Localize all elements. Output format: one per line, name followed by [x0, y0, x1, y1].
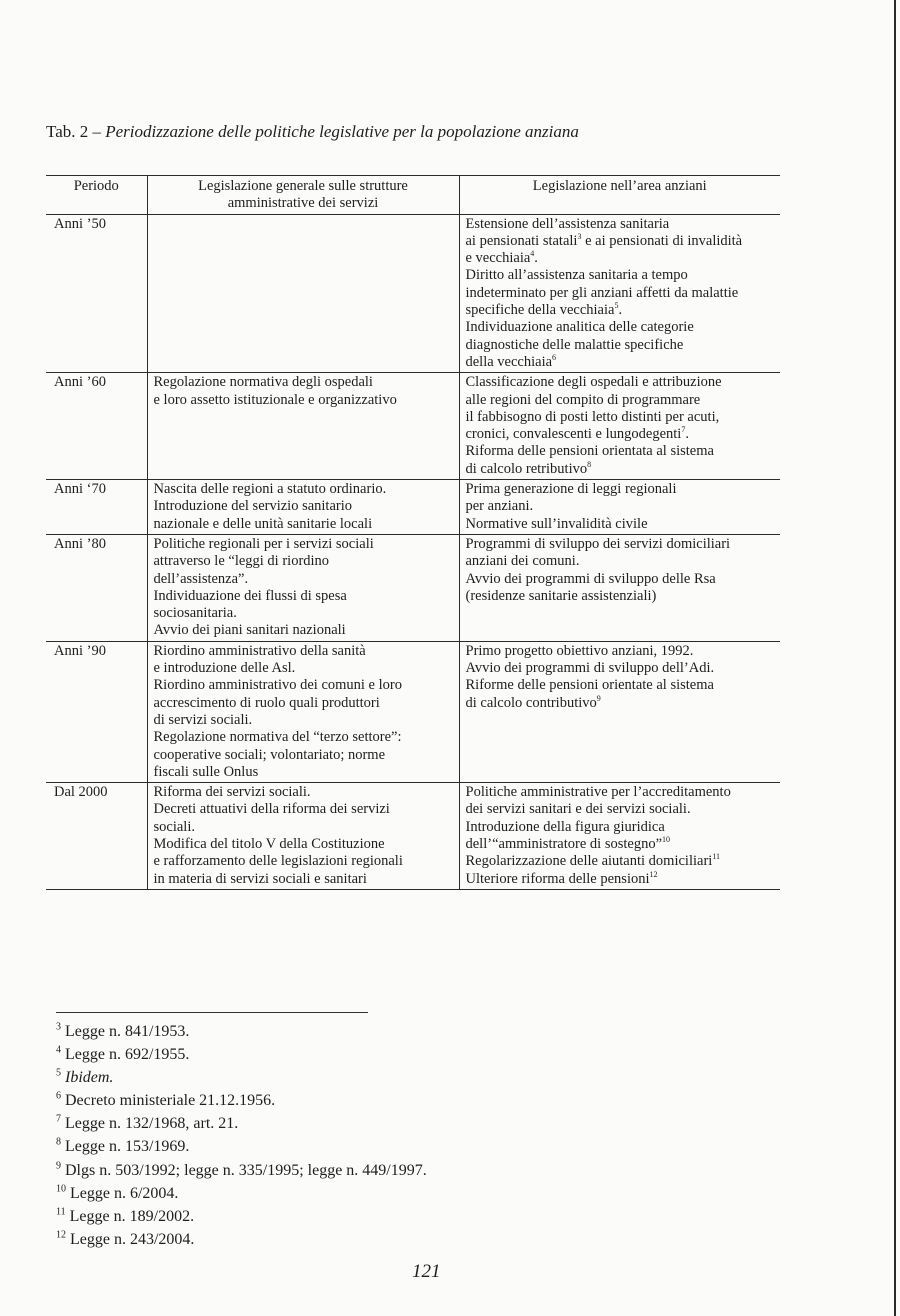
elderly-legislation-cell: [459, 373, 780, 480]
cell-line: [466, 784, 775, 801]
cell-line: [154, 516, 453, 533]
legislation-table: [46, 175, 780, 890]
header-line: Periodo: [73, 178, 119, 194]
line-text: Introduzione della figura giuridica: [465, 818, 665, 835]
cell-line: [466, 819, 775, 836]
general-legislation-cell: [147, 783, 459, 890]
cell-line: [466, 302, 775, 319]
footnote-ref: 3: [577, 232, 582, 242]
footnote-ref: 4: [530, 249, 535, 259]
footnote-number: 7: [56, 1114, 61, 1126]
footnote: [56, 1112, 427, 1135]
cell-line: [466, 643, 775, 660]
footnote: [56, 1135, 427, 1158]
elderly-legislation-cell: [459, 480, 780, 535]
cell-line: [466, 461, 775, 478]
cell-line: [154, 871, 453, 888]
footnote-number: 4: [56, 1044, 61, 1056]
period-cell: Anni ’60: [54, 374, 106, 391]
cell-line: [466, 588, 775, 605]
cell-line: [466, 481, 775, 498]
footnotes: [56, 1020, 427, 1251]
footnote: [56, 1182, 427, 1205]
table-row: [46, 641, 780, 782]
cell-line: [466, 677, 775, 694]
footnote-number: 10: [56, 1183, 66, 1195]
cell-line: [154, 853, 453, 870]
footnote: [56, 1089, 427, 1112]
line-text: Individuazione dei flussi di spesa: [153, 587, 347, 604]
line-text: della vecchiaia: [465, 353, 553, 370]
cell-line: [466, 536, 775, 553]
footnote-ref: 7: [681, 425, 686, 435]
footnote-ref: 10: [662, 835, 671, 845]
line-text: Primo progetto obiettivo anziani, 1992.: [465, 642, 694, 659]
line-text: specifiche della vecchiaia: [465, 302, 615, 319]
cell-line: [154, 605, 453, 622]
footnote-text: Legge n. 153/1969.: [65, 1138, 190, 1156]
cell-line: [466, 319, 775, 336]
footnote-text: Legge n. 132/1968, art. 21.: [65, 1115, 239, 1133]
line-text: indeterminato per gli anziani affetti da malattie: [465, 284, 739, 301]
header-elderly: [459, 176, 780, 215]
cell-line: [466, 498, 775, 515]
cell-line: [154, 712, 453, 729]
footnote-number: 12: [56, 1229, 66, 1241]
footnote-ref: 12: [649, 869, 658, 879]
line-text: fiscali sulle Onlus: [153, 763, 259, 780]
cell-line: [154, 764, 453, 781]
general-legislation-cell: [147, 373, 459, 480]
general-legislation-cell: [147, 534, 459, 641]
cell-line: [466, 801, 775, 818]
line-text: per anziani.: [465, 498, 534, 515]
footnote: [56, 1205, 427, 1228]
footnote-number: 9: [56, 1160, 61, 1172]
header-general: [147, 176, 459, 215]
period-cell: Anni ‘70: [54, 481, 106, 498]
cell-line: [466, 285, 775, 302]
cell-line: [154, 660, 453, 677]
cell-line: [154, 481, 453, 498]
cell-line: [154, 747, 453, 764]
header-line: Legislazione generale sulle strutture: [198, 178, 408, 194]
cell-line: [154, 729, 453, 746]
line-text: Nascita delle regioni a statuto ordinario.: [153, 481, 387, 498]
table-row: [46, 783, 780, 890]
footnote-ref: 8: [587, 459, 592, 469]
line-text: dei servizi sanitari e dei servizi sociali.: [465, 801, 691, 818]
line-text: cooperative sociali; volontariato; norme: [153, 746, 386, 763]
period-cell: Dal 2000: [54, 784, 108, 801]
table-body: [46, 214, 780, 889]
line-text: sociali.: [153, 818, 195, 835]
header-period: [46, 176, 147, 215]
footnote: [56, 1066, 427, 1089]
cell-line: [154, 695, 453, 712]
elderly-legislation-cell: [459, 534, 780, 641]
cell-line: [466, 695, 775, 712]
line-text: Estensione dell’assistenza sanitaria: [465, 215, 670, 232]
period-cell: Anni ’50: [54, 215, 106, 232]
line-text: Regolarizzazione delle aiutanti domiciliari: [465, 853, 713, 870]
caption-lead: Tab. 2 –: [46, 122, 106, 141]
cell-line: [154, 588, 453, 605]
line-text-after: .: [534, 250, 538, 267]
cell-line: [466, 516, 775, 533]
line-text: e vecchiaia: [465, 250, 531, 267]
line-text: ai pensionati statali: [465, 232, 578, 249]
line-text: attraverso le “leggi di riordino: [153, 553, 330, 570]
cell-line: [466, 871, 775, 888]
cell-line: [154, 784, 453, 801]
table-row: [46, 480, 780, 535]
cell-line: [466, 374, 775, 391]
cell-line: [466, 553, 775, 570]
cell-line: [154, 801, 453, 818]
footnote-ref: 9: [596, 693, 601, 703]
header-line: amministrative dei servizi: [227, 195, 379, 212]
cell-line: [154, 622, 453, 639]
table-header-row: [46, 176, 780, 215]
footnote-number: 3: [56, 1021, 61, 1033]
header-line: Legislazione nell’area anziani: [532, 178, 707, 194]
cell-line: [466, 392, 775, 409]
line-text: Classificazione degli ospedali e attribuzione: [465, 374, 722, 391]
cell-line: [466, 660, 775, 677]
line-text: il fabbisogno di posti letto distinti per acuti,: [465, 408, 720, 425]
line-text: Riordino amministrativo della sanità: [153, 642, 366, 659]
cell-line: [466, 250, 775, 267]
cell-line: [154, 836, 453, 853]
line-text-after: .: [685, 426, 689, 443]
line-text: Riforme delle pensioni orientate al sistema: [465, 677, 714, 694]
line-text: dell’assistenza”.: [153, 570, 249, 587]
cell-line: [154, 392, 453, 409]
line-text: e introduzione delle Asl.: [153, 660, 296, 677]
line-text: Modifica del titolo V della Costituzione: [153, 835, 385, 852]
line-text: Avvio dei programmi di sviluppo delle Rsa: [465, 570, 716, 587]
cell-line: [466, 267, 775, 284]
line-text: Individuazione analitica delle categorie: [465, 319, 694, 336]
footnote: [56, 1020, 427, 1043]
footnote-text: Ibidem.: [65, 1069, 114, 1087]
line-text: accrescimento di ruolo quali produttori: [153, 694, 380, 711]
table-row: [46, 373, 780, 480]
line-text: Programmi di sviluppo dei servizi domiciliari: [465, 535, 731, 552]
footnote-ref: 11: [712, 852, 721, 862]
footnote-number: 11: [56, 1206, 66, 1218]
line-text: Avvio dei piani sanitari nazionali: [153, 622, 346, 639]
elderly-legislation-cell: [459, 783, 780, 890]
line-text: (residenze sanitarie assistenziali): [465, 587, 657, 604]
line-text: e rafforzamento delle legislazioni regionali: [153, 853, 403, 870]
line-text: Riforma dei servizi sociali.: [153, 784, 311, 801]
general-legislation-cell: [147, 214, 459, 373]
footnote-text: Legge n. 6/2004.: [70, 1184, 179, 1202]
cell-line: [466, 836, 775, 853]
line-text: sociosanitaria.: [153, 605, 237, 622]
footnote-text: Legge n. 692/1955.: [65, 1046, 190, 1064]
footnote-text: Decreto ministeriale 21.12.1956.: [65, 1092, 276, 1110]
footnote: [56, 1043, 427, 1066]
footnote-ref: 5: [614, 301, 619, 311]
line-text: Ulteriore riforma delle pensioni: [465, 870, 650, 887]
table-row: [46, 214, 780, 373]
line-text-after: .: [618, 302, 623, 319]
scan-edge-line: [894, 0, 896, 1316]
footnote-text: Legge n. 243/2004.: [70, 1230, 195, 1248]
line-text: Politiche regionali per i servizi sociali: [153, 535, 374, 552]
cell-line: [466, 216, 775, 233]
footnote-number: 8: [56, 1137, 61, 1149]
page-number: 121: [412, 1261, 441, 1282]
line-text: Riordino amministrativo dei comuni e loro: [153, 677, 402, 694]
line-text: di calcolo retributivo: [465, 460, 588, 477]
elderly-legislation-cell: [459, 214, 780, 373]
cell-line: [154, 819, 453, 836]
cell-line: [154, 571, 453, 588]
cell-line: [154, 536, 453, 553]
cell-line: [154, 553, 453, 570]
line-text: Normative sull’invalidità civile: [465, 515, 648, 532]
cell-line: [154, 374, 453, 391]
footnote-text: Legge n. 189/2002.: [69, 1207, 195, 1225]
period-cell: Anni ’80: [54, 535, 106, 552]
line-text: in materia di servizi sociali e sanitari: [153, 870, 367, 887]
footnote: [56, 1228, 427, 1251]
footnote-number: 6: [56, 1090, 61, 1102]
line-text: anziani dei comuni.: [465, 553, 580, 570]
period-cell: Anni ’90: [54, 642, 106, 659]
line-text-after: e ai pensionati di invalidità: [581, 232, 743, 249]
cell-line: [154, 643, 453, 660]
line-text: cronici, convalescenti e lungodegenti: [465, 426, 682, 443]
footnote-separator: [56, 1012, 368, 1013]
line-text: diagnostiche delle malattie specifiche: [465, 336, 684, 353]
footnote-ref: 6: [552, 353, 557, 363]
cell-line: [466, 354, 775, 371]
cell-line: [466, 426, 775, 443]
cell-line: [466, 853, 775, 870]
line-text: Politiche amministrative per l’accreditamento: [465, 784, 731, 801]
caption-title: Periodizzazione delle politiche legislative per la popolazione anziana: [105, 122, 579, 141]
cell-line: [466, 443, 775, 460]
cell-line: [154, 498, 453, 515]
line-text: Decreti attuativi della riforma dei servizi: [153, 801, 390, 818]
footnote: [56, 1159, 427, 1182]
line-text: Introduzione del servizio sanitario: [153, 498, 353, 515]
table-head: [46, 176, 780, 215]
cell-line: [466, 337, 775, 354]
line-text: alle regioni del compito di programmare: [465, 391, 701, 408]
general-legislation-cell: [147, 480, 459, 535]
line-text: Prima generazione di leggi regionali: [465, 481, 677, 498]
line-text: Diritto all’assistenza sanitaria a tempo: [465, 267, 688, 284]
general-legislation-cell: [147, 641, 459, 782]
footnote-number: 5: [56, 1067, 61, 1079]
footnote-text: Legge n. 841/1953.: [65, 1023, 190, 1040]
line-text: Avvio dei programmi di sviluppo dell’Adi.: [465, 660, 715, 677]
cell-line: [154, 677, 453, 694]
line-text: e loro assetto istituzionale e organizzativo: [153, 391, 397, 408]
table-caption: [46, 122, 579, 142]
line-text: di calcolo contributivo: [465, 694, 597, 711]
cell-line: [466, 409, 775, 426]
elderly-legislation-cell: [459, 641, 780, 782]
line-text: di servizi sociali.: [153, 711, 253, 728]
cell-line: [466, 571, 775, 588]
line-text: Riforma delle pensioni orientata al sistema: [465, 443, 714, 460]
cell-line: [466, 233, 775, 250]
table-row: [46, 534, 780, 641]
line-text: Regolazione normativa degli ospedali: [153, 374, 373, 391]
line-text: Regolazione normativa del “terzo settore”:: [153, 729, 402, 746]
footnote-text: Dlgs n. 503/1992; legge n. 335/1995; legge n. 449/1997.: [65, 1161, 427, 1179]
line-text: nazionale e delle unità sanitarie locali: [153, 515, 373, 532]
line-text: dell’“amministratore di sostegno”: [465, 835, 663, 852]
